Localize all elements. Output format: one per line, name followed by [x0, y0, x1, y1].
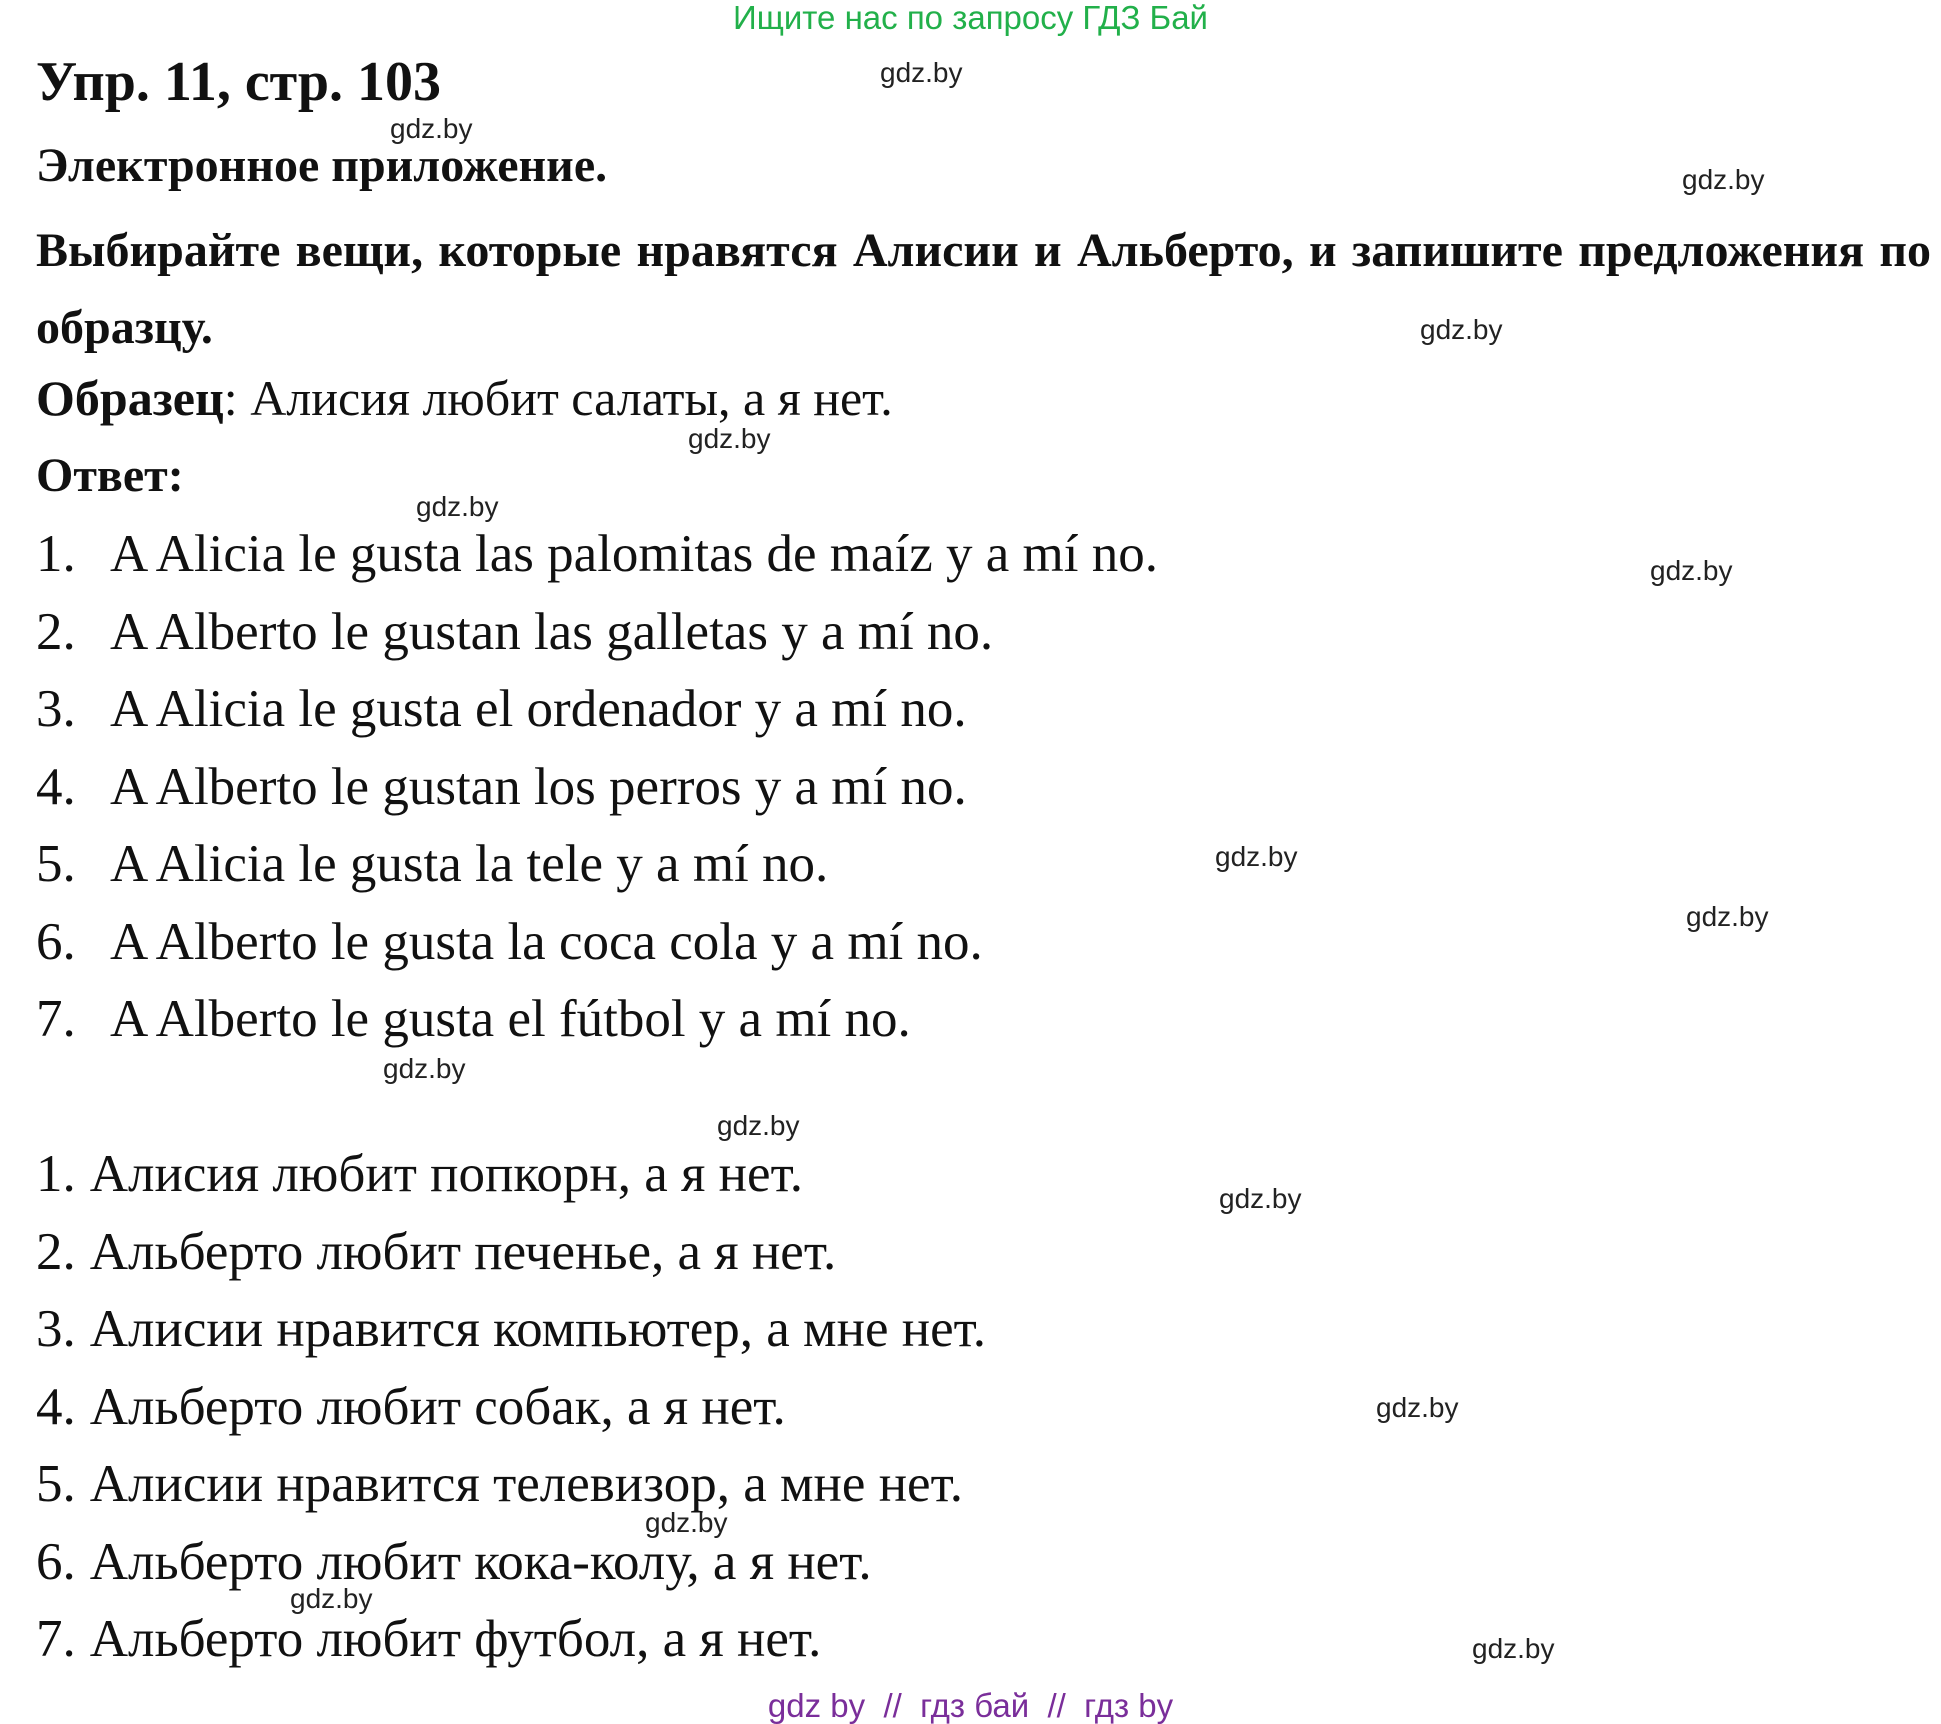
- list-item: [36, 1375, 986, 1453]
- footer-links[interactable]: gdz by // гдз бай // гдз by: [767, 1687, 1174, 1724]
- watermark: gdz.by: [880, 57, 963, 88]
- watermark: gdz.by: [416, 491, 499, 522]
- watermark: gdz.by: [290, 1583, 373, 1614]
- list-item: [36, 522, 1158, 600]
- russian-answer-list: [36, 1142, 986, 1685]
- item-text: Альберто любит футбол, а я нет.: [89, 1610, 822, 1668]
- item-number: 4.: [36, 1377, 76, 1436]
- item-text: Альберто любит кока-колу, а я нет.: [89, 1532, 872, 1591]
- item-number: 2.: [36, 602, 76, 661]
- sample-text: : Алисия любит салаты, а я нет.: [223, 370, 893, 426]
- list-item: [36, 1452, 986, 1530]
- item-text: Алисии нравится телевизор, а мне нет.: [89, 1455, 964, 1513]
- watermark: gdz.by: [1650, 555, 1733, 586]
- item-number: 5.: [36, 835, 76, 893]
- list-item: [36, 987, 1158, 1065]
- item-number: 6.: [36, 1532, 76, 1591]
- watermark: gdz.by: [1472, 1633, 1555, 1664]
- sample-line: [36, 370, 893, 426]
- watermark: gdz.by: [1686, 901, 1769, 932]
- list-item: [36, 1607, 986, 1685]
- item-text: Алисия любит попкорн, а я нет.: [89, 1145, 803, 1203]
- top-search-hint[interactable]: Ищите нас по запросу ГДЗ Бай: [733, 0, 1208, 36]
- exercise-title: Упр. 11, стр. 103: [36, 51, 442, 113]
- watermark: gdz.by: [390, 113, 473, 144]
- item-text: Альберто любит печенье, а я нет.: [89, 1222, 837, 1281]
- item-text: A Alicia le gusta el ordenador y a mí no.: [110, 680, 967, 738]
- list-item: [36, 755, 1158, 833]
- list-item: [36, 832, 1158, 910]
- item-text: A Alberto le gusta el fútbol y a mí no.: [110, 990, 911, 1048]
- watermark: gdz.by: [1420, 314, 1503, 345]
- watermark: gdz.by: [1219, 1183, 1302, 1214]
- list-item: [36, 1297, 986, 1375]
- item-number: 7.: [36, 990, 76, 1048]
- item-text: A Alberto le gustan las galletas y a mí no.: [110, 602, 994, 661]
- list-item: [36, 910, 1158, 988]
- watermark: gdz.by: [688, 423, 771, 454]
- item-number: 4.: [36, 757, 76, 816]
- item-text: A Alicia le gusta la tele y a mí no.: [110, 835, 829, 893]
- item-number: 7.: [36, 1610, 76, 1668]
- item-number: 1.: [36, 525, 76, 583]
- list-item: [36, 677, 1158, 755]
- list-item: [36, 600, 1158, 678]
- item-text: A Alberto le gustan los perros y a mí no.: [110, 757, 967, 816]
- item-text: Алисии нравится компьютер, а мне нет.: [89, 1300, 987, 1358]
- sample-label: Образец: [36, 370, 224, 426]
- item-text: Альберто любит собак, а я нет.: [89, 1377, 786, 1436]
- item-number: 2.: [36, 1222, 76, 1281]
- item-text: A Alicia le gusta las palomitas de maíz y a mí no.: [110, 525, 1158, 583]
- watermark: gdz.by: [1215, 841, 1298, 872]
- item-number: 5.: [36, 1455, 76, 1513]
- watermark: gdz.by: [1376, 1392, 1459, 1423]
- list-item: [36, 1530, 986, 1608]
- watermark: gdz.by: [717, 1110, 800, 1141]
- answer-label: Ответ:: [36, 449, 184, 502]
- item-number: 6.: [36, 912, 76, 971]
- list-item: [36, 1220, 986, 1298]
- item-text: A Alberto le gusta la coca cola y a mí no.: [110, 912, 983, 971]
- watermark: gdz.by: [1682, 164, 1765, 195]
- item-number: 3.: [36, 680, 76, 738]
- item-number: 1.: [36, 1145, 76, 1203]
- item-number: 3.: [36, 1300, 76, 1358]
- spanish-answer-list: [36, 522, 1158, 1065]
- list-item: [36, 1142, 986, 1220]
- watermark: gdz.by: [645, 1507, 728, 1538]
- exercise-instruction: Выбирайте вещи, которые нравятся Алисии и Альберто, и запишите предложения по образцу.: [36, 224, 1931, 354]
- exercise-subtitle: Электронное приложение.: [36, 139, 608, 192]
- watermark: gdz.by: [383, 1053, 466, 1084]
